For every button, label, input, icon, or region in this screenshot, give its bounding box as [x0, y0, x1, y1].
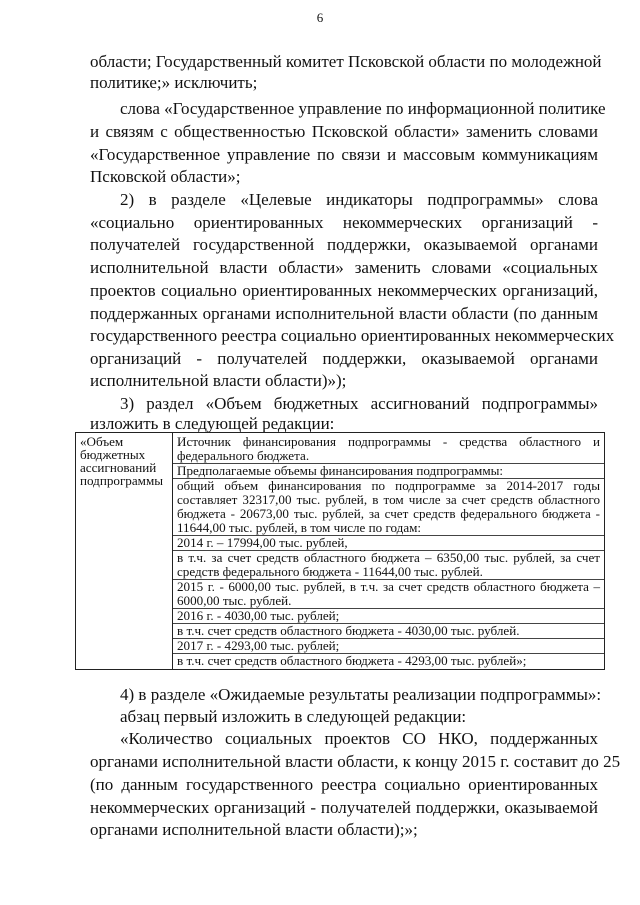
content-line: в т.ч. счет средств областного бюджета - 4293,00 тыс. рублей»; — [177, 653, 527, 668]
text-line: «социально ориентированных некоммерческих организаций - — [90, 213, 598, 232]
text-line: организаций - получателей поддержки, оказываемой органами — [90, 349, 598, 368]
text-line: органами исполнительной власти области, к концу 2015 г. составит до 25 — [90, 752, 621, 771]
content-line: 2014 г. – 17994,00 тыс. рублей, — [177, 535, 348, 550]
text-line: некоммерческих организаций - получателей поддержки, оказываемой — [90, 798, 598, 817]
content-line: составляет 32317,00 тыс. рублей, в том числе за счет средств областного — [177, 492, 600, 507]
content-line: в т.ч. за счет средств областного бюджета – 6350,00 тыс. рублей, за счет — [177, 550, 600, 565]
header-line: ассигнований — [80, 460, 157, 475]
text-line: 2) в разделе «Целевые индикаторы подпрограммы» слова — [120, 190, 598, 209]
text-line: абзац первый изложить в следующей редакции: — [120, 707, 467, 726]
text-line: политике;» исключить; — [90, 73, 258, 92]
text-line: органами исполнительной власти области);»; — [90, 820, 418, 839]
content-line: федерального бюджета. — [177, 448, 310, 463]
year-2014-detail — [173, 550, 604, 579]
year-2017-detail — [173, 653, 604, 668]
text-line: государственного реестра социально ориентированных некоммерческих — [90, 326, 615, 345]
text-line: проектов социально ориентированных некоммерческих организаций, — [90, 281, 598, 300]
content-line: 2015 г. - 6000,00 тыс. рублей, в т.ч. за счет средств областного бюджета – — [177, 579, 600, 594]
table-row — [76, 433, 605, 670]
year-2016-detail — [173, 623, 604, 638]
content-line: бюджета - 20673,00 тыс. рублей, за счет средств федерального бюджета - — [177, 506, 600, 521]
content-line: Источник финансирования подпрограммы - средства областного и — [177, 434, 600, 449]
text-line: изложить в следующей редакции: — [90, 414, 335, 433]
content-line: общий объем финансирования по подпрограмме за 2014-2017 годы — [177, 478, 600, 493]
text-line: поддержанных органами исполнительной власти области (по данным — [90, 304, 598, 323]
funding-total — [173, 478, 604, 535]
header-line: «Объем — [80, 434, 124, 449]
table-content-cell — [173, 433, 605, 670]
content-line: 11644,00 тыс. рублей, в том числе по годам: — [177, 520, 422, 535]
text-line: области; Государственный комитет Псковской области по молодежной — [90, 52, 602, 71]
text-line: исполнительной власти области» заменить словами «социальных — [90, 258, 598, 277]
year-2015 — [173, 579, 604, 608]
funding-heading — [173, 463, 604, 478]
content-line: 2017 г. - 4293,00 тыс. рублей; — [177, 638, 340, 653]
header-line: подпрограммы — [80, 473, 164, 488]
header-line: бюджетных — [80, 447, 146, 462]
budget-table — [75, 432, 605, 670]
text-line: 3) раздел «Объем бюджетных ассигнований подпрограммы» — [120, 394, 598, 413]
table-header-cell — [76, 433, 173, 670]
page-number: 6 — [316, 10, 324, 25]
text-line: и связям с общественностью Псковской области» заменить словами — [90, 122, 598, 141]
content-line: 6000,00 тыс. рублей. — [177, 593, 292, 608]
text-line: (по данным государственного реестра социально ориентированных — [90, 775, 598, 794]
text-line: слова «Государственное управление по информационной политике — [120, 99, 606, 118]
content-line: 2016 г. - 4030,00 тыс. рублей; — [177, 608, 340, 623]
funding-source — [173, 435, 604, 463]
year-2017 — [173, 638, 604, 653]
text-line: получателей государственной поддержки, оказываемой органами — [90, 235, 598, 254]
year-2014 — [173, 535, 604, 550]
year-2016 — [173, 608, 604, 623]
content-line: Предполагаемые объемы финансирования подпрограммы: — [177, 463, 504, 478]
content-line: в т.ч. счет средств областного бюджета - 4030,00 тыс. рублей. — [177, 623, 520, 638]
text-line: «Государственное управление по связи и массовым коммуникациям — [90, 145, 598, 164]
text-line: «Количество социальных проектов СО НКО, поддержанных — [120, 729, 598, 748]
text-line: исполнительной власти области)»); — [90, 371, 347, 390]
content-line: средств федерального бюджета - 11644,00 тыс. рублей. — [177, 564, 483, 579]
text-line: 4) в разделе «Ожидаемые результаты реализации подпрограммы»: — [120, 685, 602, 704]
text-line: Псковской области»; — [90, 167, 241, 186]
